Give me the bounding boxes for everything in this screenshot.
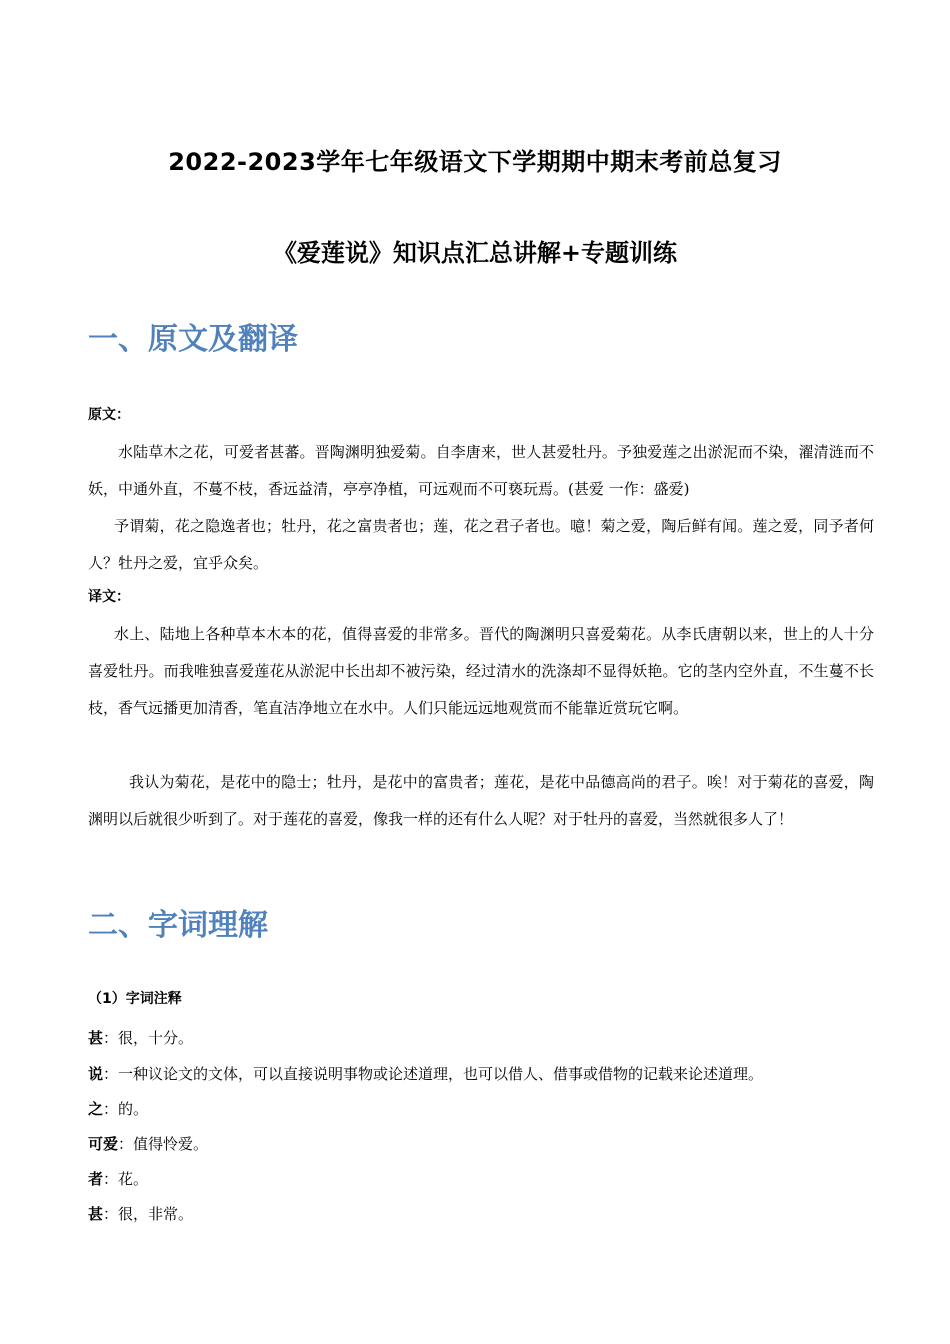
- gloss-definition: 花。: [118, 1170, 149, 1188]
- gloss-item: [88, 1062, 874, 1086]
- gloss-sep: ：: [103, 1029, 119, 1047]
- gloss-item: [88, 1167, 874, 1191]
- document-subtitle: 《爱莲说》知识点汇总讲解+专题训练: [272, 238, 678, 267]
- section-heading-original-translation: 一、原文及翻译: [88, 322, 298, 357]
- gloss-definition: 一种议论文的文体，可以直接说明事物或论述道理，也可以借人、借事或借物的记载来论述道理。: [118, 1065, 764, 1083]
- translation-label: 译文：: [88, 589, 130, 605]
- gloss-term: 可爱: [88, 1135, 119, 1153]
- gloss-item: [88, 1026, 874, 1050]
- gloss-item: [88, 1202, 874, 1226]
- gloss-item: [88, 1097, 874, 1121]
- gloss-term: 甚: [88, 1205, 104, 1223]
- original-paragraph: 予谓菊，花之隐逸者也；牡丹，花之富贵者也；莲，花之君子者也。噫！菊之爱，陶后鲜有闻。莲之爱，同予者何人？牡丹之爱，宜乎众矣。: [88, 517, 874, 572]
- original-text-label: 原文：: [88, 407, 130, 423]
- gloss-sep: ：: [103, 1065, 119, 1083]
- gloss-term: 说: [88, 1065, 104, 1083]
- gloss-sep: ：: [118, 1135, 134, 1153]
- gloss-sep: ：: [103, 1170, 119, 1188]
- gloss-definition: 很，非常。: [118, 1205, 194, 1223]
- gloss-item: [88, 1132, 874, 1156]
- gloss-definition: 的。: [118, 1100, 149, 1118]
- translation-paragraph: 水上、陆地上各种草本木本的花，值得喜爱的非常多。晋代的陶渊明只喜爱菊花。从李氏唐朝以来，世上的人十分喜爱牡丹。而我唯独喜爱莲花从淤泥中长出却不被污染，经过清水的洗涤却不显得妖艳。它的茎内空外直，不生蔓不长枝，香气远播更加清香，笔直洁净地立在水中。人们只能远远地观赏而不能靠近赏玩它啊。: [88, 625, 874, 717]
- gloss-term: 者: [88, 1170, 104, 1188]
- gloss-definition: 值得怜爱。: [133, 1135, 209, 1153]
- gloss-sep: ：: [103, 1100, 119, 1118]
- gloss-term: 之: [88, 1100, 104, 1118]
- translation-paragraph: 我认为菊花，是花中的隐士；牡丹，是花中的富贵者；莲花，是花中品德高尚的君子。唉！对于菊花的喜爱，陶渊明以后就很少听到了。对于莲花的喜爱，像我一样的还有什么人呢？对于牡丹的喜爱，当然就很多人了！: [88, 773, 874, 828]
- gloss-term: 甚: [88, 1029, 104, 1047]
- gloss-sep: ：: [103, 1205, 119, 1223]
- word-notes-label: （1）字词注释: [88, 991, 182, 1007]
- original-paragraph: 水陆草木之花，可爱者甚蕃。晋陶渊明独爱菊。自李唐来，世人甚爱牡丹。予独爱莲之出淤泥而不染，濯清涟而不妖，中通外直，不蔓不枝，香远益清，亭亭净植，可远观而不可亵玩焉。(甚爱 一作：盛爱): [88, 443, 874, 498]
- gloss-definition: 很，十分。: [118, 1029, 194, 1047]
- section-heading-word-understanding: 二、字词理解: [88, 908, 268, 943]
- document-title: 2022-2023学年七年级语文下学期期中期末考前总复习: [168, 148, 782, 176]
